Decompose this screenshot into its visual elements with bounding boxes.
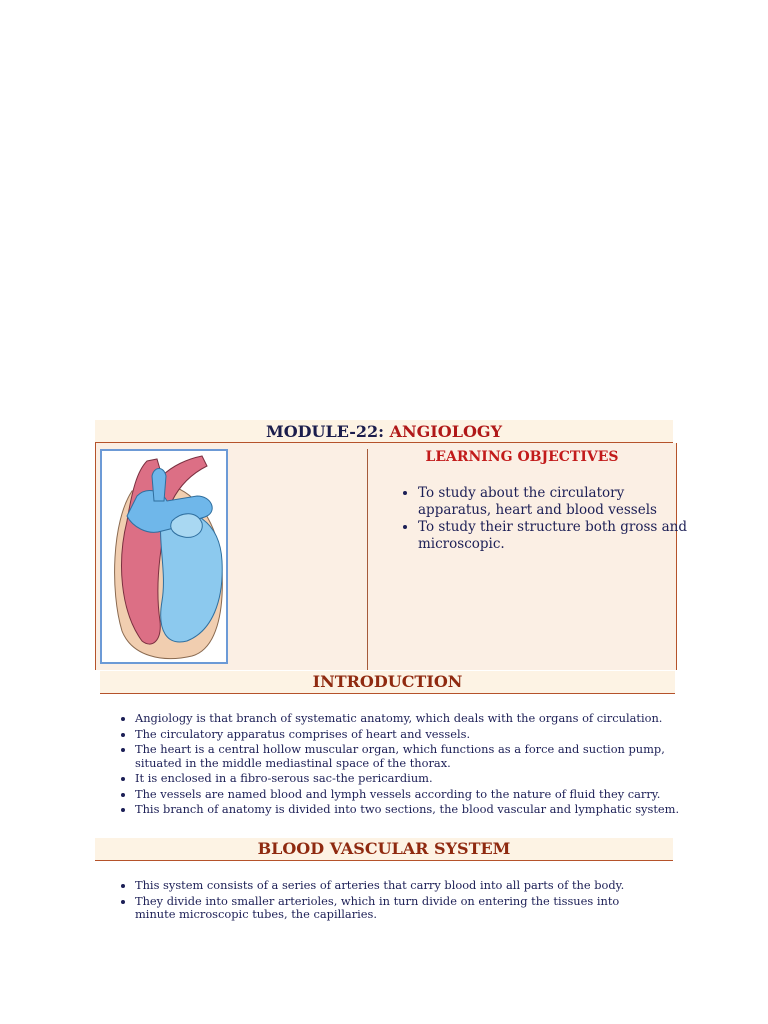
- list-item: • This system consists of a series of arteries that carry blood into all parts of the body.: [135, 879, 655, 893]
- list-item: • This branch of anatomy is divided into two sections, the blood vascular and lymphatic system.: [135, 803, 707, 817]
- objective-item: • To study about the circulatory apparatus, heart and blood vessels: [418, 485, 688, 519]
- list-item: • Angiology is that branch of systematic anatomy, which deals with the organs of circulation.: [135, 712, 707, 726]
- blood-vascular-list: [109, 879, 655, 924]
- blood-vascular-heading: BLOOD VASCULAR SYSTEM: [95, 838, 673, 861]
- objectives-heading: LEARNING OBJECTIVES: [425, 449, 619, 465]
- module-title: [95, 420, 673, 443]
- list-item: • They divide into smaller arterioles, which in turn divide on entering the tissues into minute microscopic tubes, the capillaries.: [135, 895, 655, 922]
- column-divider: [367, 449, 368, 670]
- list-item: • The circulatory apparatus comprises of heart and vessels.: [135, 728, 707, 742]
- list-item: • It is enclosed in a fibro-serous sac-the pericardium.: [135, 772, 707, 786]
- module-number: MODULE-22:: [265, 422, 385, 441]
- heart-icon: [102, 451, 226, 662]
- introduction-list: [109, 712, 707, 819]
- list-item: • The heart is a central hollow muscular organ, which functions as a force and suction pump, situated in the middle mediastinal space of the thorax.: [135, 743, 707, 770]
- introduction-heading: INTRODUCTION: [100, 671, 675, 694]
- heart-illustration: [100, 449, 228, 664]
- objective-item: • To study their structure both gross and microscopic.: [418, 519, 688, 553]
- objectives-list: [396, 485, 688, 553]
- list-item: • The vessels are named blood and lymph vessels according to the nature of fluid they carry.: [135, 788, 707, 802]
- objectives-panel: [95, 443, 688, 670]
- module-name: ANGIOLOGY: [389, 422, 502, 441]
